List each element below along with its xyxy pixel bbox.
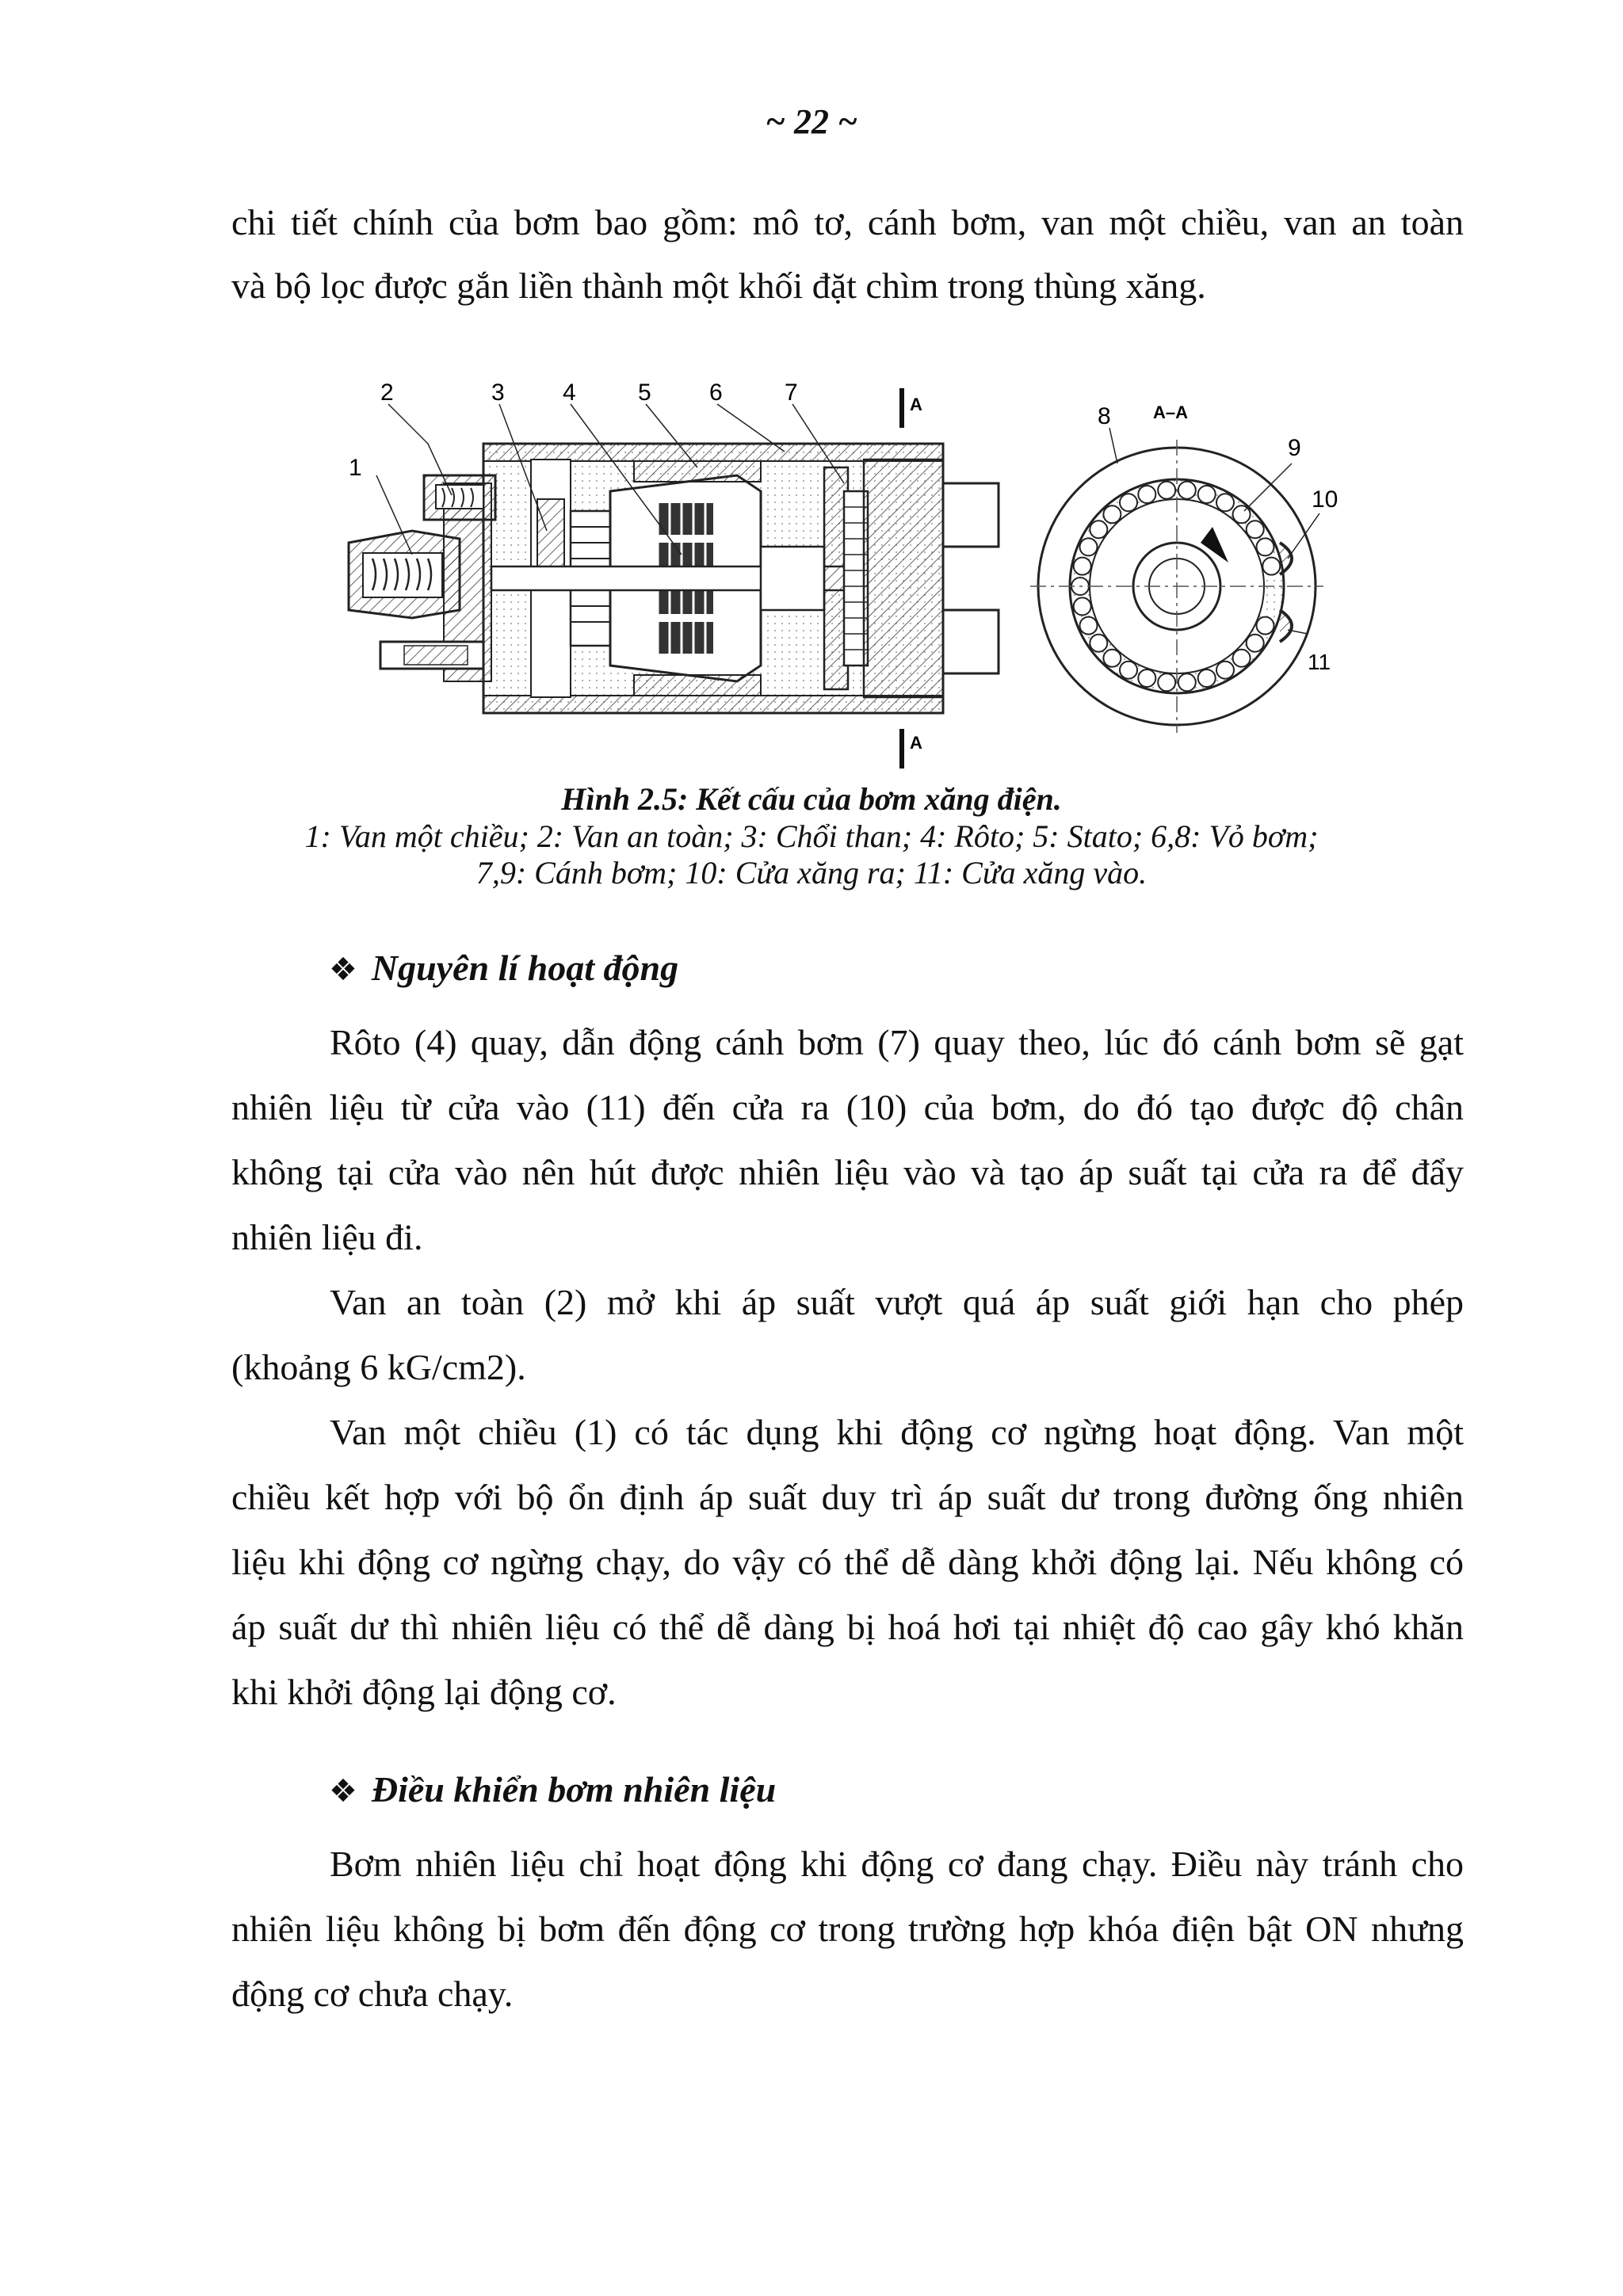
impeller-vane — [1216, 662, 1234, 679]
impeller-vane — [1090, 521, 1107, 538]
s1-p3-line5: khi khởi động lại động cơ. — [231, 1672, 617, 1712]
s1-p1-line1: Rôto (4) quay, dẫn động cánh bơm (7) quay theo, lúc đó cánh bơm sẽ gạt — [330, 1022, 1464, 1062]
section-heading-control — [329, 1768, 776, 1810]
impeller-vane — [1120, 494, 1137, 511]
label-7: 7 — [785, 379, 798, 406]
impeller-vane — [1074, 597, 1091, 615]
impeller-vane — [1247, 521, 1264, 538]
fuel-pump-diagram — [317, 372, 1395, 784]
label-4: 4 — [563, 379, 576, 406]
impeller-vane — [1158, 673, 1175, 691]
impeller-vane — [1158, 482, 1175, 499]
impeller-vane — [1138, 669, 1155, 687]
heading-text: Nguyên lí hoạt động — [371, 948, 679, 988]
label-2: 2 — [380, 379, 394, 406]
impeller-vane — [1262, 558, 1280, 575]
intro-line-2: và bộ lọc được gắn liền thành một khối đặt chìm trong thùng xăng. — [231, 265, 1206, 306]
s2-p1-line1: Bơm nhiên liệu chỉ hoạt động khi động cơ đang chạy. Điều này tránh cho — [330, 1844, 1464, 1884]
impeller-vane — [1198, 486, 1216, 503]
figure-caption-line-1: 1: Van một chiều; 2: Van an toàn; 3: Chổi than; 4: Rôto; 5: Stato; 6,8: Vỏ bơm; — [304, 818, 1319, 854]
s1-p1-line3: không tại cửa vào nên hút được nhiên liệu vào và tạo áp suất tại cửa ra để đẩy — [231, 1152, 1464, 1192]
heading-text: Điều khiển bơm nhiên liệu — [371, 1769, 777, 1810]
impeller-vane — [1198, 669, 1216, 687]
impeller-vane — [1216, 494, 1234, 511]
section-mark-top: A — [910, 395, 922, 414]
section-a-a-view — [1030, 428, 1323, 733]
impeller-vane — [1120, 662, 1137, 679]
s1-p3-line3: liệu khi động cơ ngừng chạy, do vậy có thể dễ dàng khởi động lại. Nếu không có — [231, 1542, 1464, 1582]
impeller-vane — [1080, 538, 1098, 555]
s1-p3-line2: chiều kết hợp với bộ ổn định áp suất duy trì áp suất dư trong đường ống nhiên — [231, 1477, 1464, 1517]
page-number: ~ 22 ~ — [765, 102, 858, 141]
impeller-vane — [1233, 650, 1251, 667]
section-title: A–A — [1153, 402, 1189, 422]
label-11: 11 — [1308, 650, 1331, 674]
pump-section-view — [349, 388, 999, 769]
label-6: 6 — [709, 379, 723, 406]
impeller-vane — [1103, 650, 1121, 667]
s2-p1-line3: động cơ chưa chạy. — [231, 1974, 514, 2014]
impeller-vane — [1257, 617, 1274, 635]
impeller-vane — [1080, 617, 1098, 635]
intro-line-1: chi tiết chính của bơm bao gồm: mô tơ, cánh bơm, van một chiều, van an toàn — [231, 202, 1464, 242]
s1-p2-line2: (khoảng 6 kG/cm2). — [231, 1347, 526, 1387]
label-10: 10 — [1312, 486, 1338, 513]
impeller-vane — [1247, 635, 1264, 652]
diamond-bullet-icon: ❖ — [329, 1773, 357, 1810]
figure-caption-line-2: 7,9: Cánh bơm; 10: Cửa xăng ra; 11: Cửa xăng vào. — [475, 855, 1148, 891]
label-1: 1 — [349, 455, 362, 481]
s1-p3-line4: áp suất dư thì nhiên liệu có thể dễ dàng bị hoá hơi tại nhiệt độ cao gây khó khăn — [231, 1607, 1464, 1647]
figure-caption-title: Hình 2.5: Kết cấu của bơm xăng điện. — [561, 781, 1062, 817]
label-9: 9 — [1288, 435, 1301, 461]
impeller-vane — [1074, 558, 1091, 575]
impeller-vane — [1138, 486, 1155, 503]
label-5: 5 — [638, 379, 651, 406]
s1-p1-line4: nhiên liệu đi. — [231, 1217, 423, 1257]
impeller-vane — [1103, 505, 1121, 523]
s2-p1-line2: nhiên liệu không bị bơm đến động cơ trong trường hợp khóa điện bật ON nhưng — [231, 1909, 1464, 1949]
s1-p2-line1: Van an toàn (2) mở khi áp suất vượt quá áp suất giới hạn cho phép — [330, 1282, 1464, 1322]
section-mark-bottom: A — [910, 733, 922, 753]
diamond-bullet-icon: ❖ — [329, 952, 357, 988]
impeller-vane — [1090, 635, 1107, 652]
label-8: 8 — [1098, 403, 1111, 429]
s1-p3-line1: Van một chiều (1) có tác dụng khi động cơ ngừng hoạt động. Van một — [330, 1412, 1464, 1452]
impeller-vane — [1257, 538, 1274, 555]
impeller-vane — [1178, 673, 1196, 691]
label-3: 3 — [491, 379, 505, 406]
section-heading-operation — [329, 947, 678, 989]
s1-p1-line2: nhiên liệu từ cửa vào (11) đến cửa ra (10) của bơm, do đó tạo được độ chân — [231, 1087, 1464, 1127]
impeller-vane — [1178, 482, 1196, 499]
